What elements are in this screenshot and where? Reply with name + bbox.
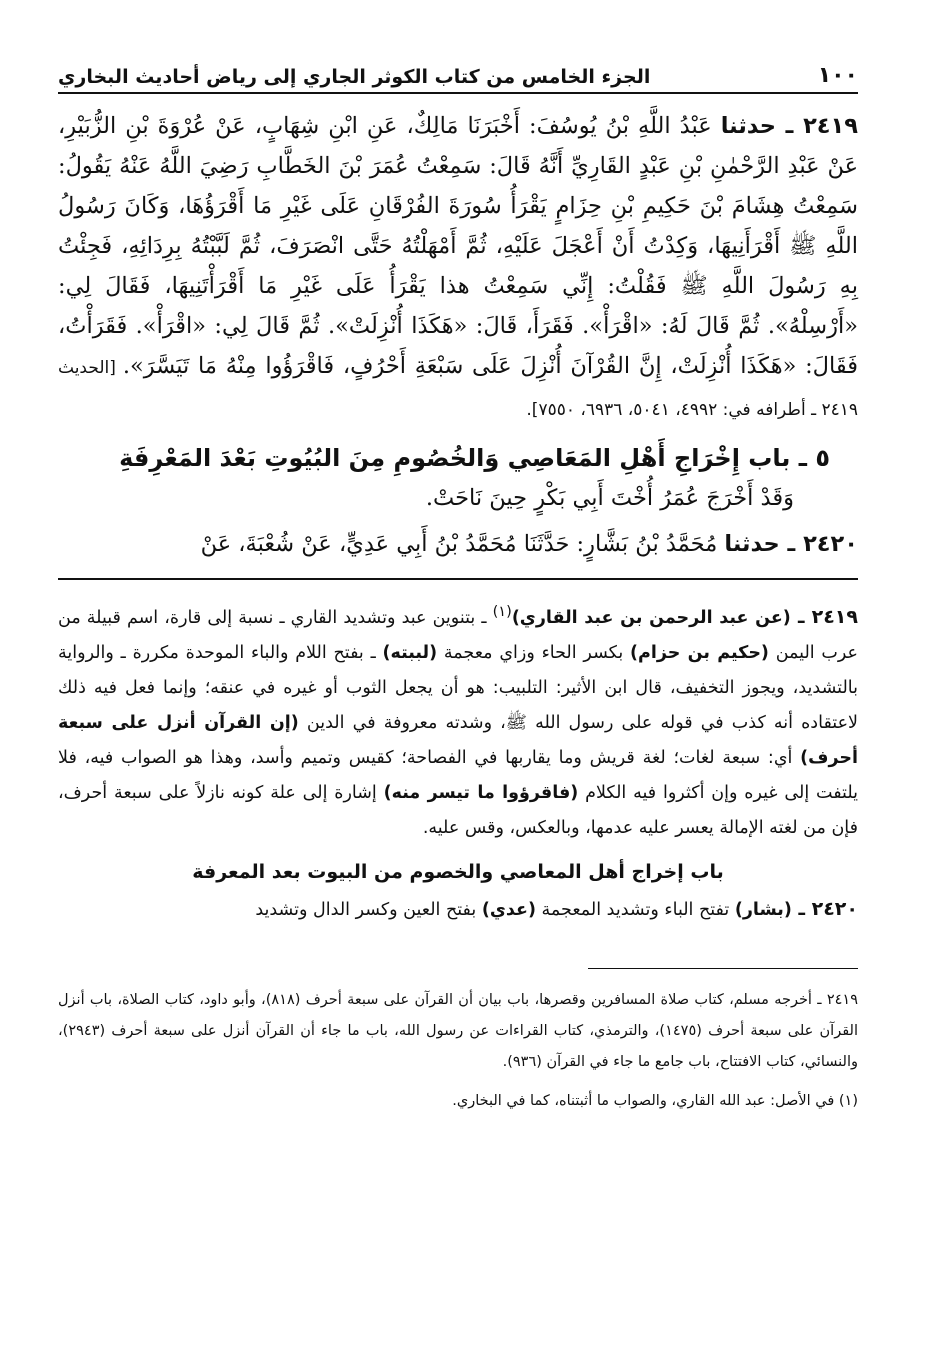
running-title: الجزء الخامس من كتاب الكوثر الجاري إلى رياض أحاديث البخاري bbox=[58, 66, 651, 88]
takhrij-footnote: ٢٤١٩ ـ أخرجه مسلم، كتاب صلاة المسافرين وقصرها، باب بيان أن القرآن على سبعة أحرف (٨١٨)، وأبو داود، كتاب الصلاة، باب أنزل القرآن على سبعة أحرف (١٤٧٥)، والترمذي، كتاب القراءات عن رسول الله، باب ما جاء أن القرآن أنزل على سبعة أحرف (٢٩٤٣)، والنسائي، كتاب الافتتاح، باب جامع ما جاء في القرآن (٩٣٦). bbox=[58, 991, 858, 1070]
commentary-text: تفتح الباء وتشديد المعجمة bbox=[535, 899, 735, 920]
commentary-dash: ـ bbox=[790, 605, 812, 628]
commentary-number: ٢٤١٩ bbox=[811, 605, 858, 628]
footnote-separator bbox=[588, 968, 858, 969]
commentary-text: إشارة إلى علة كونه نازلاً على سبعة أحرف، فإن من لغته الإمالة يعسر عليه عدمها، وبالعكس، وقس عليه. bbox=[58, 782, 858, 838]
commentary-2420 bbox=[58, 892, 858, 928]
commentary-term: (فاقرؤوا ما تيسر منه) bbox=[383, 782, 579, 803]
commentary-text: ـ بتنوين عبد وتشديد القاري ـ نسبة إلى قارة، اسم قبيلة من عرب اليمن bbox=[58, 607, 858, 663]
haddathana-word: حدثنا bbox=[724, 531, 780, 557]
page-number: ١٠٠ bbox=[817, 63, 858, 88]
hadith-2420 bbox=[58, 524, 858, 564]
hadith-dash: ـ bbox=[779, 531, 804, 557]
hadith-number: ٢٤١٩ bbox=[803, 113, 858, 139]
commentary-text: ـ بفتح اللام والباء الموحدة مكررة ـ والرواية بالتشديد، ويجوز التخفيف، قال ابن الأثير: التلبيب: هو أن يجعل الثوب أو غيره في عنقه؛ وإنما فعل فيه ذلك لاعتقاده أنه كذب في قوله على رسول الله ﷺ، وشدته معروفة في الدين bbox=[58, 642, 858, 733]
commentary-term: (بشار) bbox=[734, 899, 792, 920]
hadith-text: مُحَمَّدُ بْنُ بَشَّارٍ: حَدَّثَنَا مُحَمَّدُ بْنُ أَبِي عَدِيٍّ، عَنْ شُعْبَةَ، عَنْ bbox=[200, 531, 725, 557]
commentary-text: بفتح العين وكسر الدال وتشديد bbox=[255, 899, 482, 920]
commentary-term: (لببته) bbox=[382, 642, 438, 663]
commentary-dash: ـ bbox=[791, 897, 812, 920]
commentary-text: أي: سبعة لغات؛ لغة قريش وما يقاربها في الفصاحة؛ كقيس وتميم وأسد، وهذا هو الصواب فيه، فلا يلتفت إلى غيره وإن أكثروا فيه الكلام bbox=[58, 747, 859, 803]
commentary bbox=[58, 594, 858, 928]
chapter-title: ٥ ـ باب إِخْرَاجِ أَهْلِ المَعَاصِي وَالخُصُومِ مِنَ البُيُوتِ بَعْدَ المَعْرِفَةِ bbox=[119, 444, 830, 472]
commentary-chapter-title: باب إخراج أهل المعاصي والخصوم من البيوت بعد المعرفة bbox=[192, 860, 724, 883]
commentary-2419 bbox=[58, 594, 858, 846]
hadith-reference: [الحديث ٢٤١٩ ـ أطرافه في: ٤٩٩٢، ٥٠٤١، ٦٩٣٦، ٧٥٥٠]. bbox=[58, 358, 858, 420]
commentary-text: بكسر الحاء وزاي معجمة bbox=[437, 642, 630, 663]
chapter-subtitle: وَقَدْ أَخْرَجَ عُمَرُ أُخْتَ أَبِي بَكْرٍ حِينَ نَاحَتْ. bbox=[425, 485, 794, 511]
footnote-marker: (١) bbox=[492, 603, 512, 620]
commentary-separator bbox=[58, 578, 858, 580]
commentary-term: (حكيم بن حزام) bbox=[630, 642, 769, 663]
hadith-number: ٢٤٢٠ bbox=[803, 531, 858, 557]
hadith-text: عَبْدُ اللَّهِ بْنُ يُوسُفَ: أَخْبَرَنَا مَالِكٌ، عَنِ ابْنِ شِهَابٍ، عَنْ عُرْوَةَ بْنِ الزُّبَيْرِ، عَنْ عَبْدِ الرَّحْمٰنِ بْنِ عَبْدٍ القَارِيِّ أَنَّهُ قَالَ: سَمِعْتُ عُمَرَ بْنَ الخَطَّابِ رَضِيَ اللَّهُ عَنْهُ يَقُولُ: سَمِعْتُ هِشَامَ بْنَ حَكِيمِ بْنِ حِزَامٍ يَقْرَأُ سُورَةَ الفُرْقَانِ عَلَى غَيْرِ مَا أَقْرَؤُهَا، وَكَانَ رَسُولُ اللَّهِ ﷺ أَقْرَأَنِيهَا، وَكِدْتُ أَنْ أَعْجَلَ عَلَيْهِ، ثُمَّ أَمْهَلْتُهُ حَتَّى انْصَرَفَ، ثُمَّ لَبَّبْتُهُ بِرِدَائِهِ، فَجِئْتُ بِهِ رَسُولَ اللَّهِ ﷺ فَقُلْتُ: إِنِّي سَمِعْتُ هذا يَقْرَأُ عَلَى غَيْرِ مَا أَقْرَأْتَنِيهَا، فَقَالَ لِي: «أَرْسِلْهُ». ثُمَّ قَالَ لَهُ: «اقْرَأْ». فَقَرَأَ، قَالَ: «هَكَذَا أُنْزِلَتْ». ثُمَّ قَالَ لِي: «اقْرَأْ». فَقَرَأْتُ، فَقَالَ: «هَكَذَا أُنْزِلَتْ، إِنَّ القُرْآنَ أُنْزِلَ عَلَى سَبْعَةِ أَحْرُفٍ، فَاقْرَؤُوا مِنْهُ مَا تَيَسَّرَ». bbox=[58, 113, 858, 379]
commentary-number: ٢٤٢٠ bbox=[811, 897, 858, 920]
page-header bbox=[58, 48, 858, 94]
footnotes bbox=[58, 985, 858, 1117]
commentary-term: (عن عبد الرحمن بن عبد القاري) bbox=[511, 607, 791, 628]
hadith-dash: ـ bbox=[775, 113, 804, 139]
book-page bbox=[58, 48, 858, 1117]
footnote-1: (١) في الأصل: عبد الله القاري، والصواب ما أثبتناه، كما في البخاري. bbox=[452, 1092, 858, 1109]
commentary-term: (عدي) bbox=[481, 899, 536, 920]
hadith-2419 bbox=[58, 106, 858, 430]
commentary-term: (إن القرآن أنزل على سبعة أحرف) bbox=[58, 712, 858, 768]
haddathana-word: حدثنا bbox=[720, 113, 776, 139]
